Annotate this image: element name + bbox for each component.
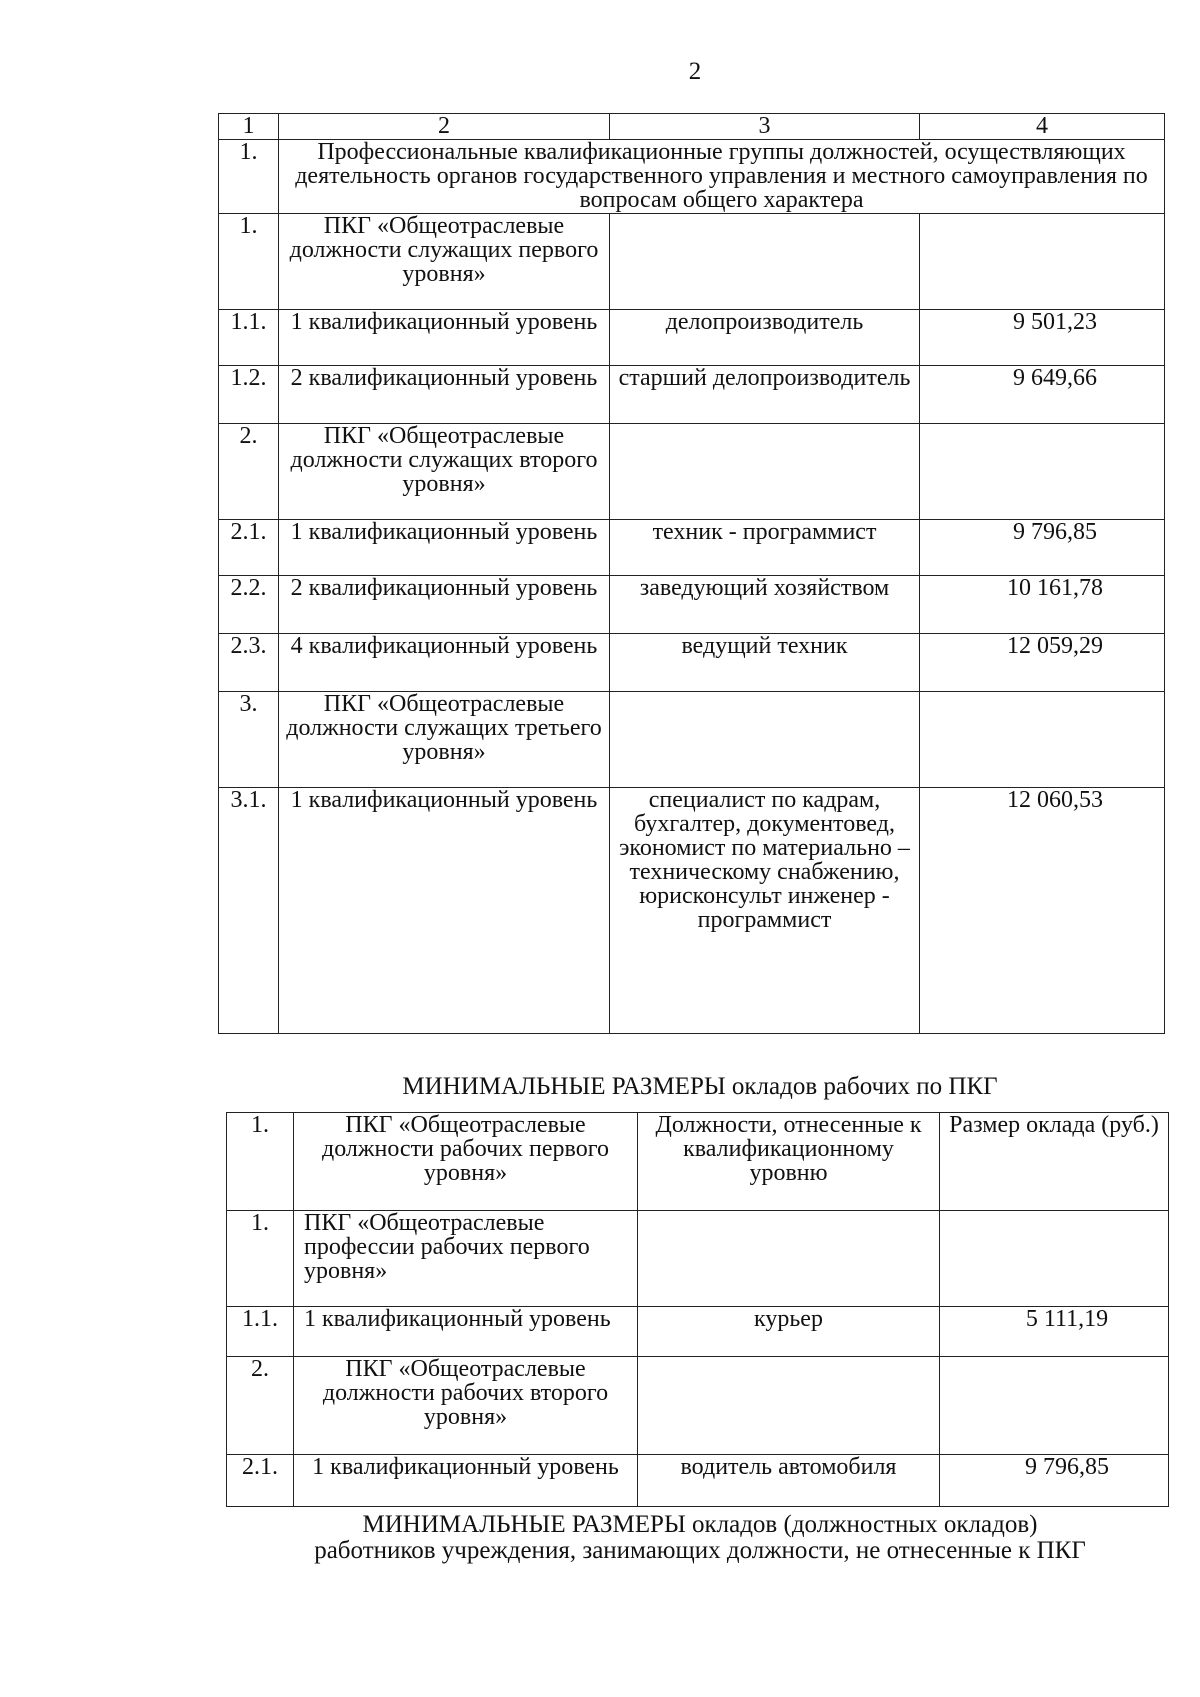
table-header-row <box>227 1113 1169 1211</box>
salary: 12 060,53 <box>920 788 1165 1034</box>
table-row <box>227 1211 1169 1307</box>
heading-workers-salaries: МИНИМАЛЬНЫЕ РАЗМЕРЫ окладов рабочих по ПКГ <box>402 1073 998 1100</box>
table-row <box>219 692 1165 788</box>
header-cell: 1 <box>219 114 279 140</box>
row-number: 1. <box>227 1211 294 1307</box>
row-number: 2.3. <box>219 634 279 692</box>
positions <box>610 424 920 520</box>
positions <box>638 1211 940 1307</box>
positions: заведующий хозяйством <box>610 576 920 634</box>
row-number: 2. <box>219 424 279 520</box>
section-number: 1. <box>219 140 279 214</box>
qualification-level: 2 квалификационный уровень <box>279 576 610 634</box>
table-row <box>219 366 1165 424</box>
positions: делопроизводитель <box>610 310 920 366</box>
salary-table-workers <box>226 1112 1169 1507</box>
salary-table-employees <box>218 113 1165 1034</box>
salary <box>940 1357 1169 1455</box>
salary: 9 501,23 <box>920 310 1165 366</box>
section-row <box>219 140 1165 214</box>
row-number: 2.1. <box>219 520 279 576</box>
row-number: 1.2. <box>219 366 279 424</box>
table-row <box>227 1455 1169 1507</box>
qualification-group: ПКГ «Общеотраслевые профессии рабочих первого уровня» <box>294 1211 638 1307</box>
salary <box>940 1211 1169 1307</box>
salary: 9 796,85 <box>940 1455 1169 1507</box>
table-row <box>219 424 1165 520</box>
positions: курьер <box>638 1307 940 1357</box>
row-number: 2. <box>227 1357 294 1455</box>
table-header-row <box>219 114 1165 140</box>
table-row <box>219 520 1165 576</box>
positions <box>610 692 920 788</box>
salary: 12 059,29 <box>920 634 1165 692</box>
positions: водитель автомобиля <box>638 1455 940 1507</box>
positions <box>638 1357 940 1455</box>
table-row <box>219 634 1165 692</box>
salary: 5 111,19 <box>940 1307 1169 1357</box>
qualification-level: 1 квалификационный уровень <box>294 1307 638 1357</box>
row-number: 2.2. <box>219 576 279 634</box>
row-number: 3. <box>219 692 279 788</box>
qualification-group: ПКГ «Общеотраслевые должности служащих первого уровня» <box>279 214 610 310</box>
header-cell: 3 <box>610 114 920 140</box>
positions: ведущий техник <box>610 634 920 692</box>
page-number: 2 <box>688 58 702 85</box>
qualification-group: ПКГ «Общеотраслевые должности служащих третьего уровня» <box>279 692 610 788</box>
heading-other-salaries <box>200 1512 1200 1564</box>
heading-line: МИНИМАЛЬНЫЕ РАЗМЕРЫ окладов (должностных окладов) <box>362 1511 1038 1538</box>
table-row <box>219 310 1165 366</box>
qualification-level: 1 квалификационный уровень <box>279 520 610 576</box>
row-number: 1.1. <box>219 310 279 366</box>
table-row <box>219 576 1165 634</box>
row-number: 1.1. <box>227 1307 294 1357</box>
row-number: 2.1. <box>227 1455 294 1507</box>
table-row <box>227 1357 1169 1455</box>
salary <box>920 424 1165 520</box>
header-salary: Размер оклада (руб.) <box>940 1113 1169 1211</box>
qualification-level: 1 квалификационный уровень <box>294 1455 638 1507</box>
header-cell: 4 <box>920 114 1165 140</box>
qualification-group: ПКГ «Общеотраслевые должности рабочих второго уровня» <box>294 1357 638 1455</box>
positions <box>610 214 920 310</box>
heading-line: работников учреждения, занимающих должности, не отнесенные к ПКГ <box>314 1537 1086 1564</box>
qualification-level: 2 квалификационный уровень <box>279 366 610 424</box>
positions: специалист по кадрам, бухгалтер, документовед, экономист по материально – техническому снабжению, юрисконсульт инженер - программист <box>610 788 920 1034</box>
salary: 9 796,85 <box>920 520 1165 576</box>
positions: старший делопроизводитель <box>610 366 920 424</box>
row-number: 3.1. <box>219 788 279 1034</box>
salary <box>920 692 1165 788</box>
qualification-level: 1 квалификационный уровень <box>279 788 610 1034</box>
row-number: 1. <box>219 214 279 310</box>
salary: 10 161,78 <box>920 576 1165 634</box>
header-number: 1. <box>227 1113 294 1211</box>
qualification-level: 1 квалификационный уровень <box>279 310 610 366</box>
table-row <box>219 788 1165 1034</box>
header-cell: 2 <box>279 114 610 140</box>
table-row <box>227 1307 1169 1357</box>
salary <box>920 214 1165 310</box>
header-group: ПКГ «Общеотраслевые должности рабочих первого уровня» <box>294 1113 638 1211</box>
positions: техник - программист <box>610 520 920 576</box>
header-positions: Должности, отнесенные к квалификационному уровню <box>638 1113 940 1211</box>
table-row <box>219 214 1165 310</box>
qualification-group: ПКГ «Общеотраслевые должности служащих второго уровня» <box>279 424 610 520</box>
qualification-level: 4 квалификационный уровень <box>279 634 610 692</box>
section-title: Профессиональные квалификационные группы должностей, осуществляющих деятельность органов государственного управления и местного самоуправления по вопросам общего характера <box>279 140 1165 214</box>
salary: 9 649,66 <box>920 366 1165 424</box>
